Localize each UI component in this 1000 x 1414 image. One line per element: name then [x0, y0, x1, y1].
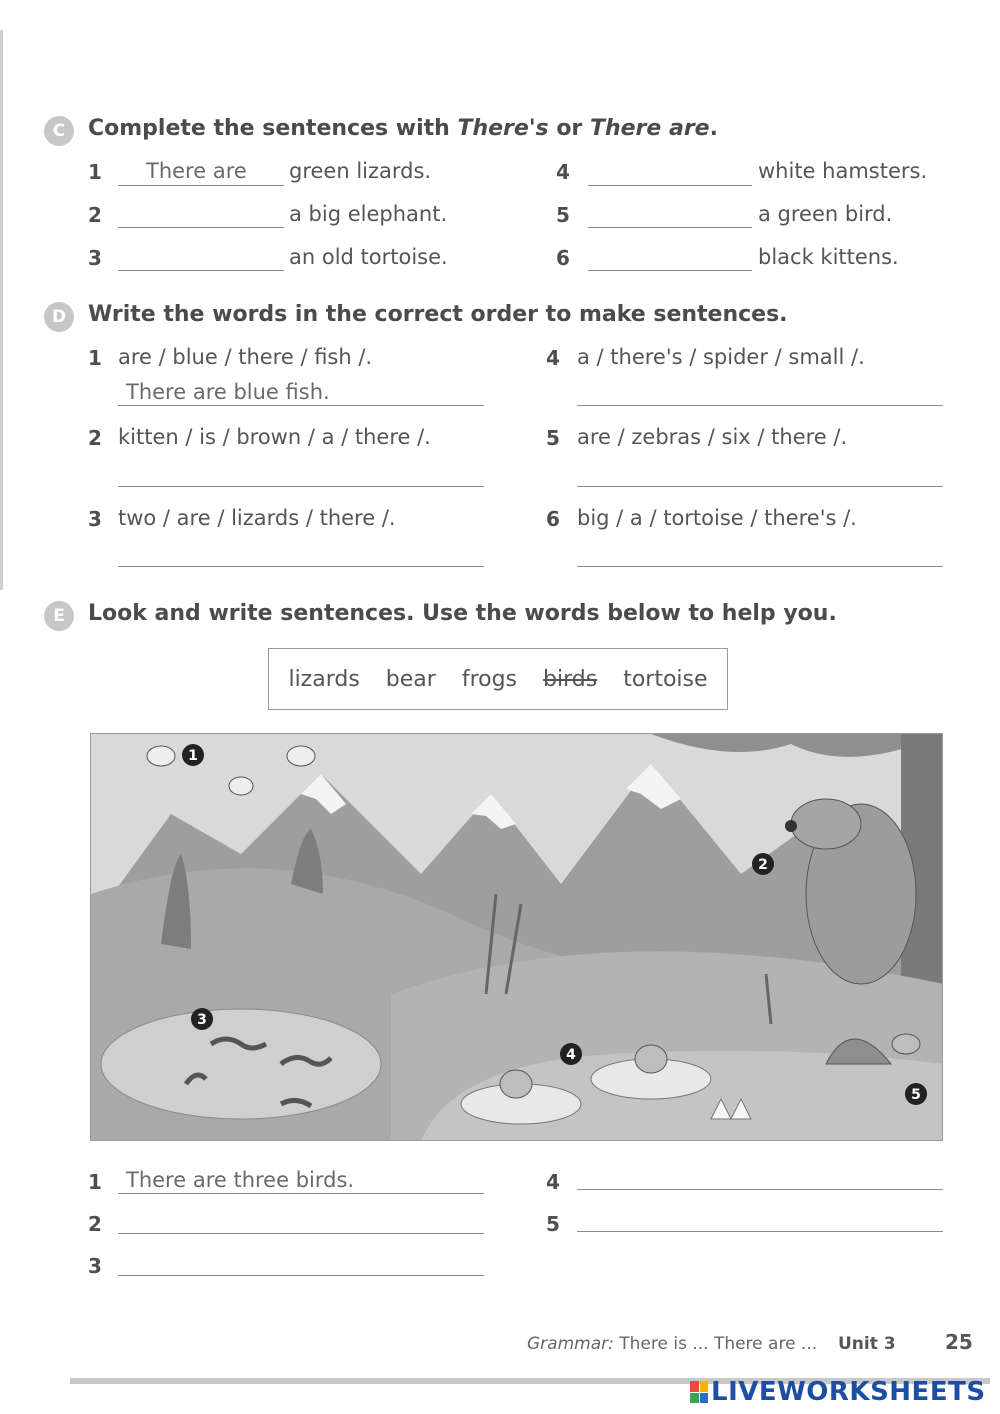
d-item-1-prompt: are / blue / there / fish /.: [118, 345, 373, 369]
e-item-1-input[interactable]: [118, 1165, 484, 1194]
e-item-4-number: 4: [546, 1170, 560, 1194]
marker-3: [191, 1008, 213, 1030]
marker-2: [752, 853, 774, 875]
d-item-5-number: 5: [546, 426, 560, 450]
footer-unit: Unit 3: [838, 1334, 896, 1354]
e-item-1-number: 1: [88, 1170, 102, 1194]
c-item-2-number: 2: [88, 203, 102, 227]
e-item-2-input[interactable]: [118, 1205, 484, 1234]
c-item-3-input[interactable]: [118, 242, 284, 271]
word-birds-crossed: birds: [543, 666, 598, 692]
bird-3: [287, 746, 315, 766]
c-item-4-input[interactable]: [588, 157, 752, 186]
svg-text:3: 3: [197, 1012, 207, 1028]
scene-svg: [91, 734, 943, 1141]
tortoise-head: [892, 1034, 920, 1054]
section-d-badge: D: [44, 302, 74, 332]
e-item-3-input[interactable]: [118, 1247, 484, 1276]
page-edge: [0, 30, 3, 590]
d-item-1-input[interactable]: [118, 377, 484, 406]
c-item-2-input[interactable]: [118, 199, 284, 228]
c-item-5-number: 5: [556, 203, 570, 227]
svg-text:2: 2: [758, 857, 768, 873]
c-item-3-number: 3: [88, 246, 102, 270]
c-item-4-number: 4: [556, 160, 570, 184]
d-item-2-prompt: kitten / is / brown / a / there /.: [118, 425, 431, 449]
d-item-1-answer: There are blue fish.: [126, 380, 330, 404]
frog-1: [500, 1070, 532, 1098]
c-item-1-text: green lizards.: [289, 159, 432, 183]
d-item-4-prompt: a / there's / spider / small /.: [577, 345, 865, 369]
marker-1: [182, 744, 204, 766]
word-tortoise: tortoise: [623, 666, 708, 692]
d-item-2-number: 2: [88, 426, 102, 450]
c-item-6-text: black kittens.: [758, 245, 899, 269]
marker-4: [560, 1043, 582, 1065]
d-item-6-input[interactable]: [577, 538, 943, 567]
word-frogs: frogs: [461, 666, 518, 692]
bird-2: [229, 777, 253, 795]
section-c-badge: C: [44, 116, 74, 146]
c-item-5-input[interactable]: [588, 199, 752, 228]
svg-text:4: 4: [566, 1047, 576, 1063]
e-item-5-number: 5: [546, 1212, 560, 1236]
d-item-2-input[interactable]: [118, 458, 484, 487]
liveworksheets-logo-icon: [690, 1381, 708, 1403]
d-item-4-input[interactable]: [577, 377, 943, 406]
word-lizards: lizards: [288, 666, 360, 692]
e-item-1-answer: There are three birds.: [126, 1168, 355, 1192]
d-item-5-input[interactable]: [577, 458, 943, 487]
e-item-2-number: 2: [88, 1212, 102, 1236]
scene-illustration: [90, 733, 943, 1141]
pond-left: [101, 1009, 381, 1119]
footer-grammar: Grammar: There is ... There are ...: [527, 1334, 818, 1354]
bear-nose: [785, 820, 797, 832]
brand-watermark[interactable]: [690, 1377, 986, 1407]
d-item-6-number: 6: [546, 507, 560, 531]
d-item-3-prompt: two / are / lizards / there /.: [118, 506, 396, 530]
page-number: 25: [945, 1330, 973, 1354]
svg-text:5: 5: [911, 1087, 921, 1103]
c-item-1-number: 1: [88, 160, 102, 184]
c-item-5-text: a green bird.: [758, 202, 893, 226]
e-item-4-input[interactable]: [577, 1161, 943, 1190]
e-item-3-number: 3: [88, 1254, 102, 1278]
e-item-5-input[interactable]: [577, 1203, 943, 1232]
word-bank: [268, 648, 728, 710]
c-item-6-number: 6: [556, 246, 570, 270]
bear-head: [791, 799, 861, 849]
d-item-3-number: 3: [88, 507, 102, 531]
section-e-badge: E: [44, 601, 74, 631]
c-item-6-input[interactable]: [588, 242, 752, 271]
d-item-5-prompt: are / zebras / six / there /.: [577, 425, 848, 449]
section-d-title: Write the words in the correct order to make sentences.: [88, 302, 788, 327]
c-item-2-text: a big elephant.: [289, 202, 448, 226]
svg-text:1: 1: [188, 748, 198, 764]
c-item-4-text: white hamsters.: [758, 159, 928, 183]
d-item-3-input[interactable]: [118, 538, 484, 567]
d-item-4-number: 4: [546, 346, 560, 370]
marker-5: [905, 1083, 927, 1105]
bird-1: [147, 746, 175, 766]
d-item-1-number: 1: [88, 346, 102, 370]
d-item-6-prompt: big / a / tortoise / there's /.: [577, 506, 857, 530]
c-item-3-text: an old tortoise.: [289, 245, 448, 269]
section-e-title: Look and write sentences. Use the words below to help you.: [88, 601, 837, 626]
c-item-1-input[interactable]: [118, 157, 284, 186]
word-bear: bear: [385, 666, 436, 692]
frog-2: [635, 1045, 667, 1073]
brand-name: LIVEWORKSHEETS: [711, 1377, 986, 1407]
c-item-1-answer: There are: [146, 159, 247, 183]
section-c-title: Complete the sentences with There's or There are.: [88, 116, 718, 141]
